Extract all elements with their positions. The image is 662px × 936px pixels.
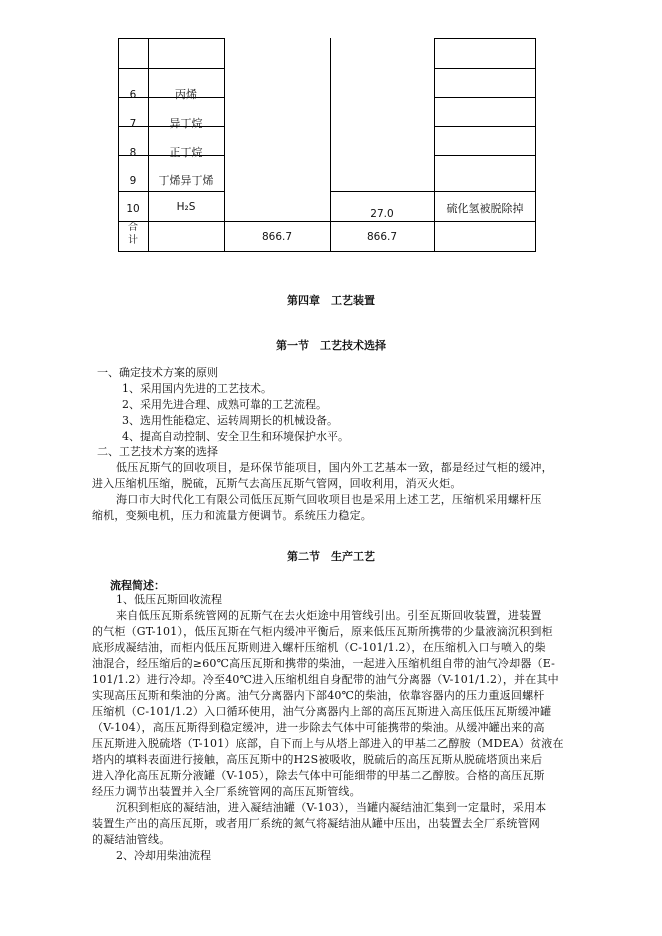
paragraph-line: 海口市大时代化工有限公司低压瓦斯气回收项目也是采用上述工艺，压缩机采用螺杆压 [116,493,542,506]
row-number: 7 [129,118,137,130]
table-rule [118,68,224,69]
principle-item: 1、采用国内先进的工艺技术。 [122,382,272,395]
sub-heading: 1、低压瓦斯回收流程 [116,593,222,606]
paragraph-line: 塔内的填料表面进行接触，高压瓦斯中的H2S被吸收，脱硫后的高压瓦斯从脱硫塔顶出来后 [92,753,543,766]
principle-item: 2、采用先进合理、成熟可靠的工艺流程。 [122,398,327,411]
paragraph-line: 的气柜（GT-101），低压瓦斯在气柜内缓冲平衡后，原来低压瓦斯所携带的少量液滴沉积到柜 [92,625,553,638]
table-rule [118,191,224,192]
paragraph-line: 油混合，经压缩后的≥60℃高压瓦斯和携带的柴油，一起进入压缩机组自带的油气冷却器（E- [92,657,556,670]
table-rule [118,251,536,252]
total-value: 866.7 [366,231,398,243]
row-number: 9 [129,175,137,187]
table-rule [118,38,224,39]
section-heading: 一、确定技术方案的原则 [97,366,218,379]
table-rule [434,155,536,156]
table-rule [434,38,536,39]
section-title: 第一节 工艺技术选择 [276,339,386,352]
paragraph-line: 压缩机（C-101/1.2）入口循环使用，油气分离器内上部的高压瓦斯进入高压低压瓦斯缓冲罐 [92,705,552,718]
paragraph-line: 101/1.2）进行冷却。冷至40℃进入压缩机组自身配带的油气分离器（V-101/1.2），并在其中 [92,673,559,686]
paragraph-line: 缩机，变频电机，压力和流量方便调节。系统压力稳定。 [92,509,372,522]
principle-item: 4、提高自动控制、安全卫生和环境保护水平。 [122,430,349,443]
total-label [118,221,148,247]
table-rule [118,38,119,252]
row-number: 10 [126,203,140,215]
component-name: 丁烯异丁烯 [158,174,214,187]
paragraph-line: 经压力调节出装置并入全厂系统管网的高压瓦斯管线。 [92,785,361,798]
table-rule [224,38,225,252]
flow-title: 流程简述： [110,579,165,592]
section-title: 第二节 生产工艺 [287,550,375,563]
table-rule [434,126,536,127]
paragraph-line: 装置生产出的高压瓦斯，或者用厂系统的氮气将凝结油从罐中压出，出装置去全厂系统管网 [92,817,540,830]
total-label-bottom: 计 [128,235,138,246]
row-number: 8 [129,147,137,159]
table-rule [330,191,536,192]
table-rule [434,68,536,69]
paragraph-line: （V-104），高压瓦斯得到稳定缓冲，进一步除去气体中可能携带的柴油。从缓冲罐出来的高 [92,721,545,734]
principle-item: 3、选用性能稳定、运转周期长的机械设备。 [122,414,338,427]
table-rule [535,38,536,252]
paragraph-line: 的凝结油管线。 [92,833,171,846]
table-rule [434,38,435,252]
total-label-top: 合 [128,222,138,233]
component-name: 正丁烷 [169,146,203,159]
sub-heading: 2、冷却用柴油流程 [116,849,211,862]
paragraph-line: 进入净化高压瓦斯分液罐（V-105），除去气体中可能细带的甲基二乙醇胺。合格的高压瓦斯 [92,769,545,782]
row-number: 6 [129,89,137,101]
paragraph-line: 低压瓦斯气的回收项目，是环保节能项目，国内外工艺基本一致，都是经过气柜的缓冲， [116,461,553,474]
paragraph-line: 来自低压瓦斯系统管网的瓦斯气在去火炬途中用管线引出。引至瓦斯回收装置，进装置 [116,609,542,622]
table-rule [118,221,536,222]
paragraph-line: 实现高压瓦斯和柴油的分离。油气分离器内下部40℃的柴油，依靠容器内的压力重返回螺杆 [92,689,545,702]
chapter-title: 第四章 工艺装置 [287,294,375,307]
paragraph-line: 沉积到柜底的凝结油，进入凝结油罐（V-103），当罐内凝结油汇集到一定量时，采用本 [116,801,547,814]
composition-table [118,38,536,252]
paragraph-line: 压瓦斯进入脱硫塔（T-101）底部，自下而上与从塔上部进入的甲基二乙醇胺（MDEA）贫液在 [92,737,564,750]
component-name: 丙烯 [175,88,197,101]
section-heading: 二、工艺技术方案的选择 [97,445,218,458]
component-name: 异丁烷 [169,117,203,130]
total-value: 866.7 [261,231,293,243]
paragraph-line: 进入压缩机压缩，脱硫，瓦斯气去高压瓦斯气管网，回收利用，消灭火炬。 [92,477,462,490]
row-value: 27.0 [370,208,394,220]
row-note: 硫化氢被脱除掉 [446,202,524,215]
table-rule [434,97,536,98]
paragraph-line: 底形成凝结油，而柜内低压瓦斯则进入螺杆压缩机（C-101/1.2），在压缩机入口与喷入的柴 [92,641,546,654]
component-name: H₂S [176,201,196,213]
